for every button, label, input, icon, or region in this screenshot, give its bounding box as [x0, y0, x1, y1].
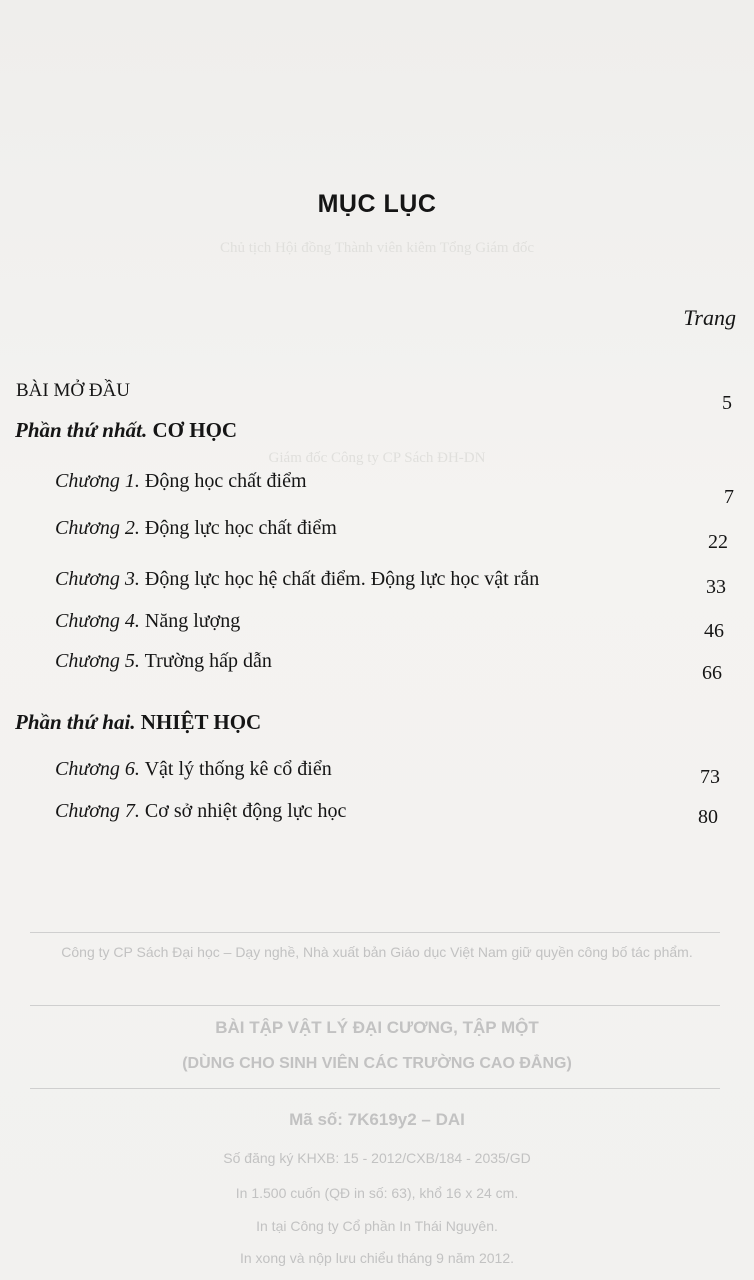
part-prefix: Phần thứ nhất. — [15, 418, 148, 442]
chapter-title: Cơ sở nhiệt động lực học — [144, 800, 347, 822]
divider — [30, 1088, 720, 1089]
part-name: NHIỆT HỌC — [140, 710, 262, 734]
toc-entry-intro — [0, 380, 754, 414]
chapter-title: Động học chất điểm — [144, 470, 307, 492]
toc-page-number: 73 — [700, 766, 720, 788]
print-run: In 1.500 cuốn (QĐ in số: 63), khổ 16 x 24 cm. — [235, 1185, 519, 1201]
toc-chapter-6 — [0, 758, 754, 788]
chapter-prefix: Chương 4. — [55, 610, 140, 632]
show-through-credits: Chủ tịch Hội đồng Thành viên kiêm Tổng Giám đốc — [220, 240, 534, 256]
book-code: Mã số: 7K619y2 – DAI — [289, 1110, 465, 1129]
chapter-title: Động lực học chất điểm — [144, 517, 337, 539]
chapter-prefix: Chương 5. — [55, 650, 140, 672]
chapter-prefix: Chương 1. — [55, 470, 140, 492]
page-title: MỤC LỤC — [317, 190, 437, 218]
toc-page-number: 33 — [706, 576, 726, 598]
toc-page-number: 46 — [704, 620, 724, 642]
show-through-credits: Giám đốc Công ty CP Sách ĐH-DN — [268, 450, 486, 466]
book-title-line-2: (DÙNG CHO SINH VIÊN CÁC TRƯỜNG CAO ĐẲNG) — [182, 1055, 572, 1072]
toc-chapter-7 — [0, 800, 754, 830]
chapter-prefix: Chương 6. — [55, 758, 140, 780]
toc-chapter-4 — [0, 610, 754, 640]
registration-number: Số đăng ký KHXB: 15 - 2012/CXB/184 - 2035/GD — [223, 1150, 531, 1166]
part-heading-2 — [15, 710, 261, 735]
part-name: CƠ HỌC — [152, 418, 238, 442]
page-column-label: Trang — [683, 305, 736, 330]
toc-chapter-1 — [0, 470, 754, 508]
divider — [30, 1005, 720, 1006]
toc-chapter-2 — [0, 517, 754, 553]
chapter-title: Trường hấp dẫn — [144, 650, 272, 672]
toc-page-number: 7 — [724, 486, 734, 508]
chapter-title: Động lực học hệ chất điểm. Động lực học vật rắn — [144, 568, 540, 590]
chapter-prefix: Chương 3. — [55, 568, 140, 590]
toc-page-number: 80 — [698, 806, 718, 828]
chapter-prefix: Chương 7. — [55, 800, 140, 822]
toc-chapter-5 — [0, 650, 754, 684]
toc-page-number: 22 — [708, 531, 728, 553]
chapter-title: Năng lượng — [144, 610, 241, 632]
publisher-note: Công ty CP Sách Đại học – Dạy nghề, Nhà xuất bản Giáo dục Việt Nam giữ quyền công bố tác phẩm. — [61, 944, 693, 960]
chapter-prefix: Chương 2. — [55, 517, 140, 539]
book-title-line-1: BÀI TẬP VẬT LÝ ĐẠI CƯƠNG, TẬP MỘT — [215, 1018, 539, 1037]
toc-page-number: 5 — [722, 392, 732, 414]
toc-page-number: 66 — [702, 662, 722, 684]
toc-chapter-3 — [0, 568, 754, 598]
completion-date: In xong và nộp lưu chiểu tháng 9 năm 2012. — [239, 1250, 514, 1266]
chapter-title: Vật lý thống kê cổ điển — [144, 758, 332, 780]
printer-name: In tại Công ty Cổ phần In Thái Nguyên. — [256, 1218, 498, 1234]
part-prefix: Phần thứ hai. — [15, 710, 136, 734]
divider — [30, 932, 720, 933]
part-heading-1 — [15, 418, 237, 443]
toc-entry-label: BÀI MỞ ĐẦU — [16, 380, 130, 401]
